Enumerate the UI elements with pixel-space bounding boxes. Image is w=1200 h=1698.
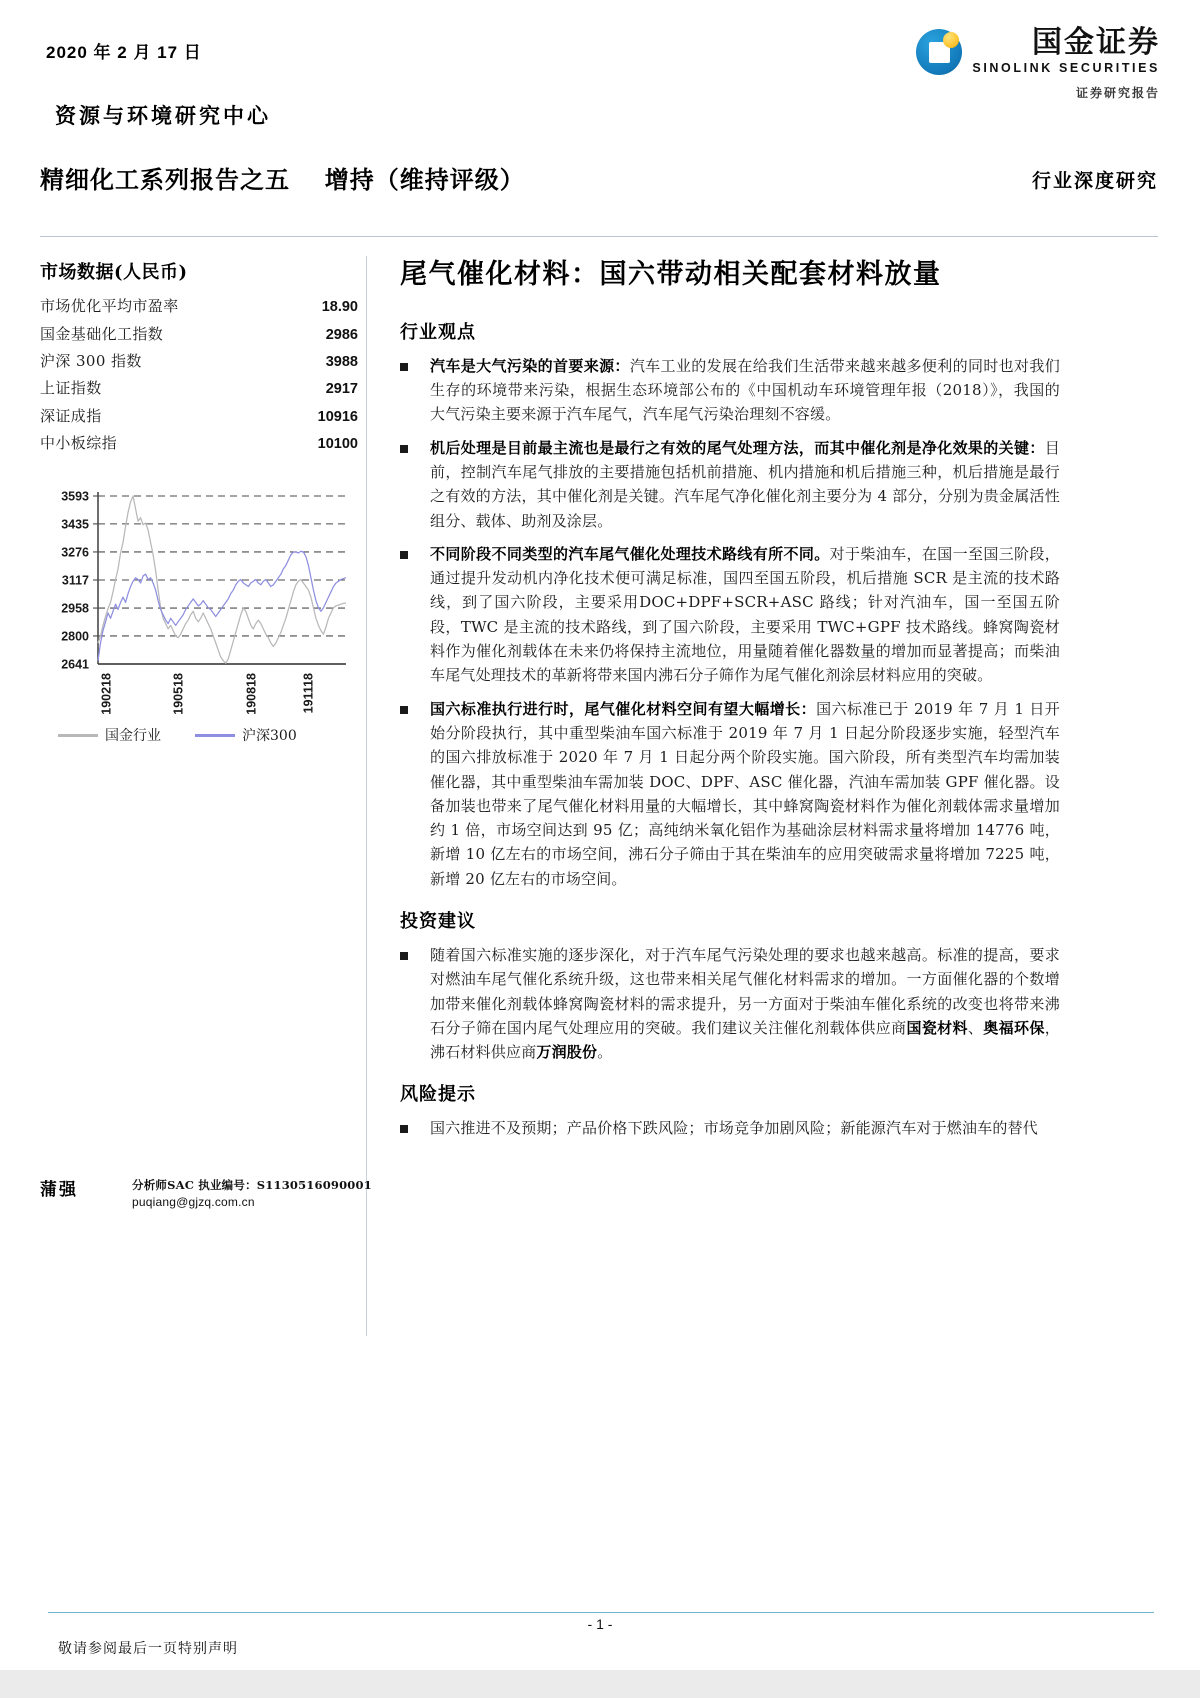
bullet-text: 不同阶段不同类型的汽车尾气催化处理技术路线有所不同。对于柴油车，在国一至国三阶段，通过提升发动机内净化技术便可满足标准，国四至国五阶段，机后措施 SCR 是主流的技术路线，到了国六阶段，主要采用DOC+DPF+SCR+ASC 路线；针对汽油车，国一至国五阶段，TWC 是主流的技术路线，到了国六阶段，主要采用 TWC+GPF 技术路线。蜂窝陶瓷材料作为催化剂载体在未来仍将保持主流地位，用量随着催化器数量的增加而显著提高；而柴油车尾气处理技术的革新将带来国内沸石分子筛作为尾气催化剂涂层材料应用的突破。 <box>430 544 1061 685</box>
column-divider <box>366 256 367 1336</box>
footer-note: 敬请参阅最后一页特别声明 <box>58 1641 238 1657</box>
list-item <box>400 542 1060 688</box>
section-industry-view <box>400 318 1060 891</box>
list-item <box>400 943 1060 1064</box>
logo-company-name-en: SINOLINK SECURITIES <box>972 61 1160 75</box>
section-heading: 风险提示 <box>400 1084 476 1106</box>
bullet-square-icon <box>400 1125 408 1133</box>
legend-swatch <box>195 734 235 737</box>
report-date: 2020 年 2 月 17 日 <box>46 43 202 62</box>
legend-label: 沪深300 <box>242 728 297 744</box>
bullet-square-icon <box>400 551 408 559</box>
series-and-rating <box>40 160 525 195</box>
section-heading: 行业观点 <box>400 321 476 343</box>
market-data-value: 10916 <box>317 408 358 425</box>
bullet-square-icon <box>400 363 408 371</box>
page-title: 尾气催化材料：国六带动相关配套材料放量 <box>400 259 942 290</box>
market-data-label: 中小板综指 <box>40 434 118 453</box>
footer-divider <box>48 1612 1154 1613</box>
svg-text:2641: 2641 <box>61 657 89 672</box>
research-center-name: 资源与环境研究中心 <box>55 103 271 128</box>
page-bottom-strip <box>0 1670 1200 1698</box>
chart-svg <box>34 478 354 728</box>
svg-text:190218: 190218 <box>99 673 114 715</box>
market-data-label: 市场优化平均市盈率 <box>40 297 179 316</box>
svg-text:2958: 2958 <box>61 601 89 616</box>
list-item <box>400 1116 1060 1140</box>
svg-text:3593: 3593 <box>61 489 89 504</box>
market-data-value: 2986 <box>325 326 358 343</box>
header-divider <box>40 236 1158 237</box>
bullet-text: 国六推进不及预期；产品价格下跌风险；市场竞争加剧风险；新能源汽车对于燃油车的替代 <box>430 1119 1039 1138</box>
series-label: 精细化工系列报告之五 <box>40 165 290 194</box>
legend-label: 国金行业 <box>105 728 161 744</box>
table-row <box>40 347 358 374</box>
svg-text:190818: 190818 <box>244 673 259 715</box>
company-logo-block <box>916 25 1160 101</box>
list-item <box>400 354 1060 427</box>
table-row <box>40 429 358 456</box>
market-data-rows <box>40 292 358 456</box>
svg-text:3117: 3117 <box>61 573 89 588</box>
market-data-value: 2917 <box>325 381 358 398</box>
bullet-text: 国六标准执行进行时，尾气催化材料空间有望大幅增长：国六标准已于 2019 年 7 月 1 日开始分阶段执行，其中重型柴油车国六标准于 2019 年 7 月 1 日起分阶段逐步实施，轻型汽车的国六排放标准于 2020 年 7 月 1 日起分两个阶段实施。国六阶段，所有类型汽车均需加装催化器，其中重型柴油车需加装 DOC、DPF、ASC 催化器，汽油车需加装 GPF 催化器。设备加装也带来了尾气催化材料用量的大幅增长，其中蜂窝陶瓷材料作为催化剂载体需求量增加约 1 倍，市场空间达到 95 亿；高纯纳米氧化铝作为基础涂层材料需求量将增加 14776 吨，新增 10 亿左右的市场空间，沸石分子筛由于其在柴油车的应用突破需求量将增加 7225 吨，新增 20 亿左右的市场空间。 <box>430 699 1060 888</box>
legend-item-0 <box>58 725 161 745</box>
svg-text:191118: 191118 <box>301 673 316 714</box>
list-item <box>400 697 1060 891</box>
bullet-text: 随着国六标准实施的逐步深化，对于汽车尾气污染处理的要求也越来越高。标准的提高，要求对燃油车尾气催化系统升级，这也带来相关尾气催化材料需求的增加。一方面催化器的个数增加带来催化剂载体蜂窝陶瓷材料的需求提升，另一方面对于柴油车催化系统的改变也将带来沸石分子筛在国内尾气处理应用的突破。我们建议关注催化剂载体供应商国瓷材料、奥福环保，沸石材料供应商万润股份。 <box>430 945 1060 1062</box>
page-header <box>0 0 1200 150</box>
list-item <box>400 436 1060 533</box>
page-number: - 1 - <box>587 1616 613 1632</box>
report-type-label: 行业深度研究 <box>1031 170 1158 192</box>
sinolink-logo-icon <box>916 29 962 75</box>
analyst-name: 蒲强 <box>40 1180 78 1200</box>
index-performance-chart <box>34 478 354 778</box>
table-row <box>40 402 358 429</box>
section-investment-advice <box>400 907 1060 1064</box>
svg-text:190518: 190518 <box>171 673 186 715</box>
bullet-square-icon <box>400 445 408 453</box>
report-body <box>400 258 1060 1150</box>
svg-text:3435: 3435 <box>61 517 89 532</box>
market-data-label: 深证成指 <box>40 406 102 425</box>
section-risk-warning <box>400 1080 1060 1140</box>
legend-item-1 <box>195 725 297 745</box>
bullet-text: 机后处理是目前最主流也是最行之有效的尾气处理方法，而其中催化剂是净化效果的关键：目前，控制汽车尾气排放的主要措施包括机前措施、机内措施和机后措施三种，机后措施是最行之有效的方法，其中催化剂是关键。汽车尾气净化催化剂主要分为 4 部分，分别为贵金属活性组分、载体、助剂及涂层。 <box>430 438 1060 530</box>
market-data-panel <box>40 258 358 456</box>
rating-badge: 增持（维持评级） <box>324 165 525 194</box>
logo-company-name-cn: 国金证券 <box>1032 25 1160 60</box>
table-row <box>40 319 358 346</box>
table-row <box>40 292 358 319</box>
market-data-value: 10100 <box>317 436 358 453</box>
market-data-label: 沪深 300 指数 <box>40 351 142 370</box>
chart-legend <box>58 725 297 745</box>
market-data-label: 国金基础化工指数 <box>40 324 164 343</box>
bullet-text: 汽车是大气污染的首要来源：汽车工业的发展在给我们生活带来越来越多便利的同时也对我们生存的环境带来污染，根据生态环境部公布的《中国机动车环境管理年报（2018）》，我国的大气污染主要来源于汽车尾气，汽车尾气污染治理刻不容缓。 <box>430 356 1060 424</box>
legend-swatch <box>58 734 98 737</box>
analyst-email[interactable]: puqiang@gjzq.com.cn <box>132 1195 255 1209</box>
svg-text:2800: 2800 <box>61 629 89 644</box>
logo-subtitle: 证券研究报告 <box>1075 86 1160 100</box>
bullet-square-icon <box>400 952 408 960</box>
market-data-value: 18.90 <box>321 299 358 316</box>
section-heading: 投资建议 <box>400 910 476 932</box>
svg-text:3276: 3276 <box>61 545 89 560</box>
rating-bar <box>0 160 1200 212</box>
market-data-label: 上证指数 <box>40 379 102 398</box>
bullet-square-icon <box>400 706 408 714</box>
analyst-credential: 分析师SAC 执业编号：S1130516090001 <box>132 1178 372 1192</box>
market-data-value: 3988 <box>325 353 358 370</box>
market-data-title: 市场数据(人民币) <box>40 262 188 283</box>
table-row <box>40 374 358 401</box>
